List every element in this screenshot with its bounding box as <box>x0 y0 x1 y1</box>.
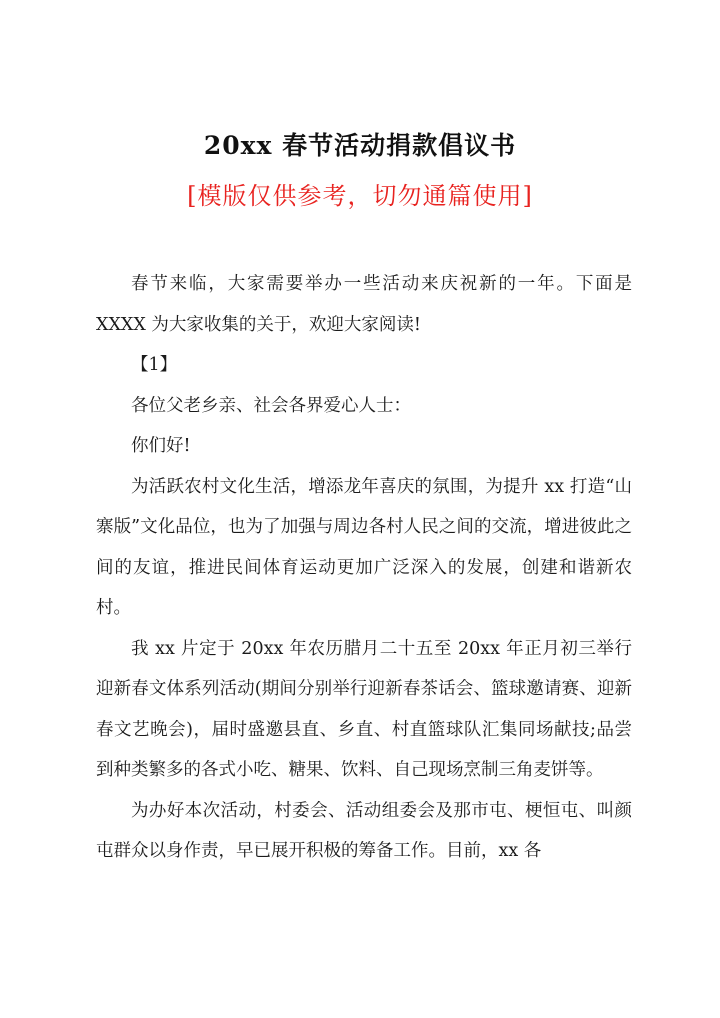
greeting: 你们好! <box>131 436 191 456</box>
template-notice: [模版仅供参考，切勿通篇使用] <box>187 182 533 210</box>
intro-paragraph: 春节来临，大家需要举办一些活动来庆祝新的一年。下面是 XXXX 为大家收集的关于，欢迎大家阅读! <box>96 274 632 335</box>
document-title: 20xx 春节活动捐款倡议书 <box>203 131 517 160</box>
document-body <box>96 264 632 872</box>
body-paragraph-purpose: 为活跃农村文化生活，增添龙年喜庆的氛围，为提升 xx 打造“山寨版”文化品位，也为了加强与周边各村人民之间的交流，增进彼此之间的友谊，推进民间体育运动更加广泛深入的发展，创建和谐新农村。 <box>96 476 632 618</box>
section-marker: 【1】 <box>131 355 178 375</box>
body-paragraph-schedule: 我 xx 片定于 20xx 年农历腊月二十五至 20xx 年正月初三举行迎新春文体系列活动(期间分别举行迎新春茶话会、篮球邀请赛、迎新春文艺晚会)，届时盛邀县直、乡直、村直篮球队汇集同场献技;品尝到种类繁多的各式小吃、糖果、饮料、自己现场烹制三角麦饼等。 <box>96 638 632 780</box>
body-paragraph-preparation: 为办好本次活动，村委会、活动组委会及那市屯、梗恒屯、叫颜屯群众以身作责，早已展开积极的筹备工作。目前，xx 各 <box>96 800 632 861</box>
salutation: 各位父老乡亲、社会各界爱心人士： <box>131 395 411 416</box>
